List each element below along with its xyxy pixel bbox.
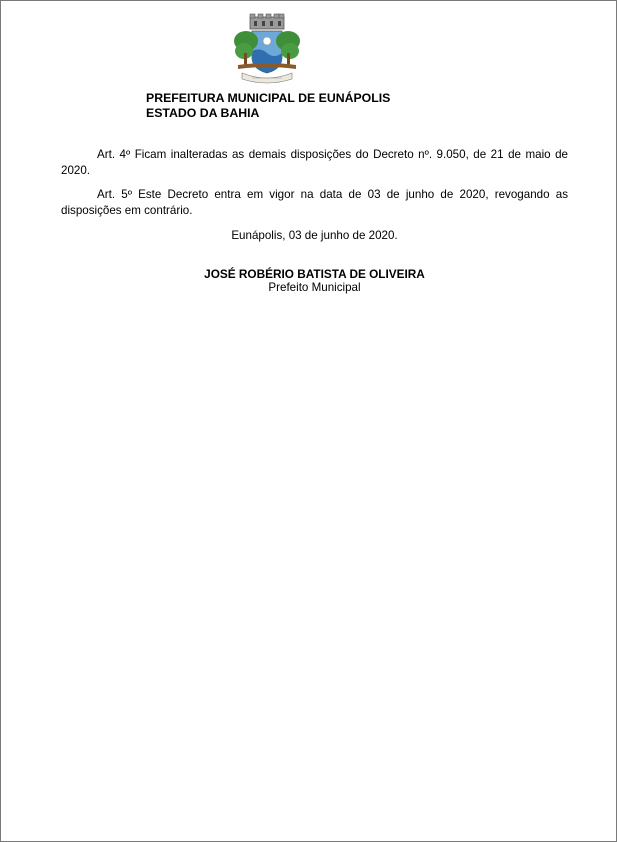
state-name: ESTADO DA BAHIA bbox=[146, 106, 260, 120]
municipality-name: PREFEITURA MUNICIPAL DE EUNÁPOLIS bbox=[146, 91, 391, 105]
signer-name: JOSÉ ROBÉRIO BATISTA DE OLIVEIRA bbox=[204, 267, 425, 281]
signer-title: Prefeito Municipal bbox=[268, 281, 361, 294]
article-5-paragraph: Art. 5º Este Decreto entra em vigor na data de 03 de junho de 2020, revogando as disposições em contrário. bbox=[61, 188, 568, 217]
place-and-date: Eunápolis, 03 de junho de 2020. bbox=[231, 229, 398, 242]
letterhead bbox=[146, 91, 390, 121]
article-4-paragraph: Art. 4º Ficam inalteradas as demais disposições do Decreto nº. 9.050, de 21 de maio de 2020. bbox=[61, 148, 568, 177]
coat-of-arms-icon bbox=[232, 13, 302, 85]
signature-block bbox=[61, 267, 568, 295]
